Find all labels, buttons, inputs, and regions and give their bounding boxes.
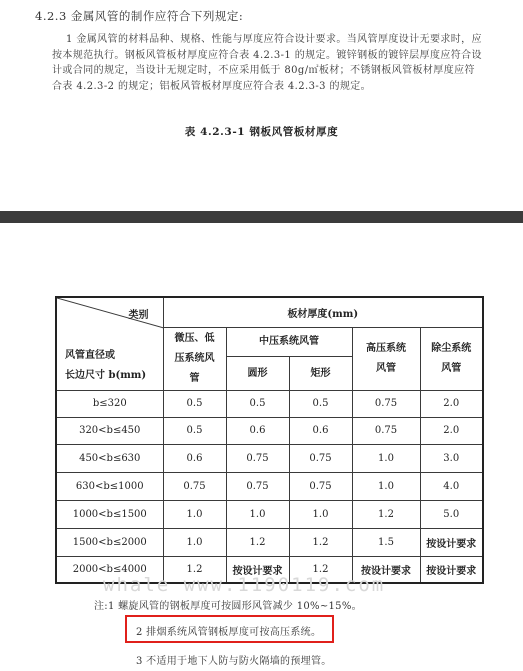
value-cell: 0.6 bbox=[163, 444, 226, 472]
size-cell: 2000<b≤4000 bbox=[56, 556, 163, 583]
table-row bbox=[56, 417, 483, 444]
size-cell: 1500<b≤2000 bbox=[56, 528, 163, 556]
size-cell: 450<b≤630 bbox=[56, 444, 163, 472]
value-cell: 1.0 bbox=[163, 500, 226, 528]
value-cell: 2.0 bbox=[420, 417, 483, 444]
value-cell: 按设计要求 bbox=[420, 528, 483, 556]
value-cell: 按设计要求 bbox=[420, 556, 483, 583]
value-cell: 1.0 bbox=[352, 472, 420, 500]
table-row bbox=[56, 528, 483, 556]
size-cell: 630<b≤1000 bbox=[56, 472, 163, 500]
value-cell: 1.5 bbox=[352, 528, 420, 556]
group-header: 板材厚度(mm) bbox=[163, 297, 483, 327]
watermark: whale www.1190119.com bbox=[103, 574, 386, 596]
value-cell: 0.75 bbox=[226, 444, 289, 472]
table-title: 表 4.2.3-1 钢板风管板材厚度 bbox=[184, 126, 339, 138]
value-cell: 0.75 bbox=[352, 417, 420, 444]
value-cell: 0.5 bbox=[226, 390, 289, 417]
corner-top-label: 类别 bbox=[128, 310, 149, 321]
value-cell: 0.75 bbox=[352, 390, 420, 417]
size-cell: 320<b≤450 bbox=[56, 417, 163, 444]
col-low-pressure: 微压、低压系统风管 bbox=[163, 327, 226, 390]
page-divider bbox=[0, 211, 523, 223]
value-cell: 0.5 bbox=[163, 390, 226, 417]
value-cell: 0.5 bbox=[163, 417, 226, 444]
note-2: 2 排烟系统风管钢板厚度可按高压系统。 bbox=[136, 627, 322, 638]
value-cell: 4.0 bbox=[420, 472, 483, 500]
value-cell: 0.6 bbox=[289, 417, 352, 444]
col-high-pressure: 高压系统风管 bbox=[352, 327, 420, 390]
table-row bbox=[56, 472, 483, 500]
table-row bbox=[56, 390, 483, 417]
value-cell: 0.6 bbox=[226, 417, 289, 444]
col-mid-rect: 矩形 bbox=[310, 367, 331, 379]
value-cell: 0.75 bbox=[226, 472, 289, 500]
value-cell: 0.75 bbox=[289, 472, 352, 500]
value-cell: 1.2 bbox=[289, 556, 352, 583]
value-cell: 1.0 bbox=[226, 500, 289, 528]
value-cell: 1.2 bbox=[163, 556, 226, 583]
clause-paragraph: 1 金属风管的材料品种、规格、性能与厚度应符合设计要求。当风管厚度设计无要求时，应按本规范执行。钢板风管板材厚度应符合表 4.2.3-1 的规定。镀锌钢板的镀锌层厚度应符合设计或合同的规定，当设计无规定时，不应采用低于 80g/㎡板材；不锈钢板风管板材厚度应符合表 4.2.3-2 的规定；铝板风管板材厚度应符合表 4.2.3-3 的规定。 bbox=[52, 34, 482, 92]
note-3: 3 不适用于地下人防与防火隔墙的预埋管。 bbox=[136, 656, 332, 667]
col-dust: 除尘系统风管 bbox=[420, 327, 483, 390]
value-cell: 3.0 bbox=[420, 444, 483, 472]
col-mid-round: 圆形 bbox=[227, 357, 290, 390]
size-cell: 1000<b≤1500 bbox=[56, 500, 163, 528]
value-cell: 5.0 bbox=[420, 500, 483, 528]
value-cell: 0.5 bbox=[289, 390, 352, 417]
clause-heading: 4.2.3 金属风管的制作应符合下列规定: bbox=[35, 9, 244, 23]
value-cell: 1.2 bbox=[289, 528, 352, 556]
value-cell: 按设计要求 bbox=[352, 556, 420, 583]
value-cell: 1.0 bbox=[289, 500, 352, 528]
table-row bbox=[56, 444, 483, 472]
note-1: 注:1 螺旋风管的钢板厚度可按圆形风管减少 10%~15%。 bbox=[94, 601, 362, 612]
table-row bbox=[56, 500, 483, 528]
value-cell: 0.75 bbox=[289, 444, 352, 472]
value-cell: 0.75 bbox=[163, 472, 226, 500]
col-mid-pressure bbox=[226, 327, 352, 390]
value-cell: 按设计要求 bbox=[226, 556, 289, 583]
value-cell: 1.2 bbox=[352, 500, 420, 528]
corner-header bbox=[56, 297, 163, 390]
value-cell: 1.2 bbox=[226, 528, 289, 556]
steel-thickness-table bbox=[55, 296, 484, 584]
value-cell: 1.0 bbox=[163, 528, 226, 556]
value-cell: 1.0 bbox=[352, 444, 420, 472]
value-cell: 2.0 bbox=[420, 390, 483, 417]
size-cell: b≤320 bbox=[56, 390, 163, 417]
corner-bottom-label: 风管直径或 长边尺寸 b(mm) bbox=[65, 350, 147, 381]
col-mid-group: 中压系统风管 bbox=[227, 328, 352, 357]
